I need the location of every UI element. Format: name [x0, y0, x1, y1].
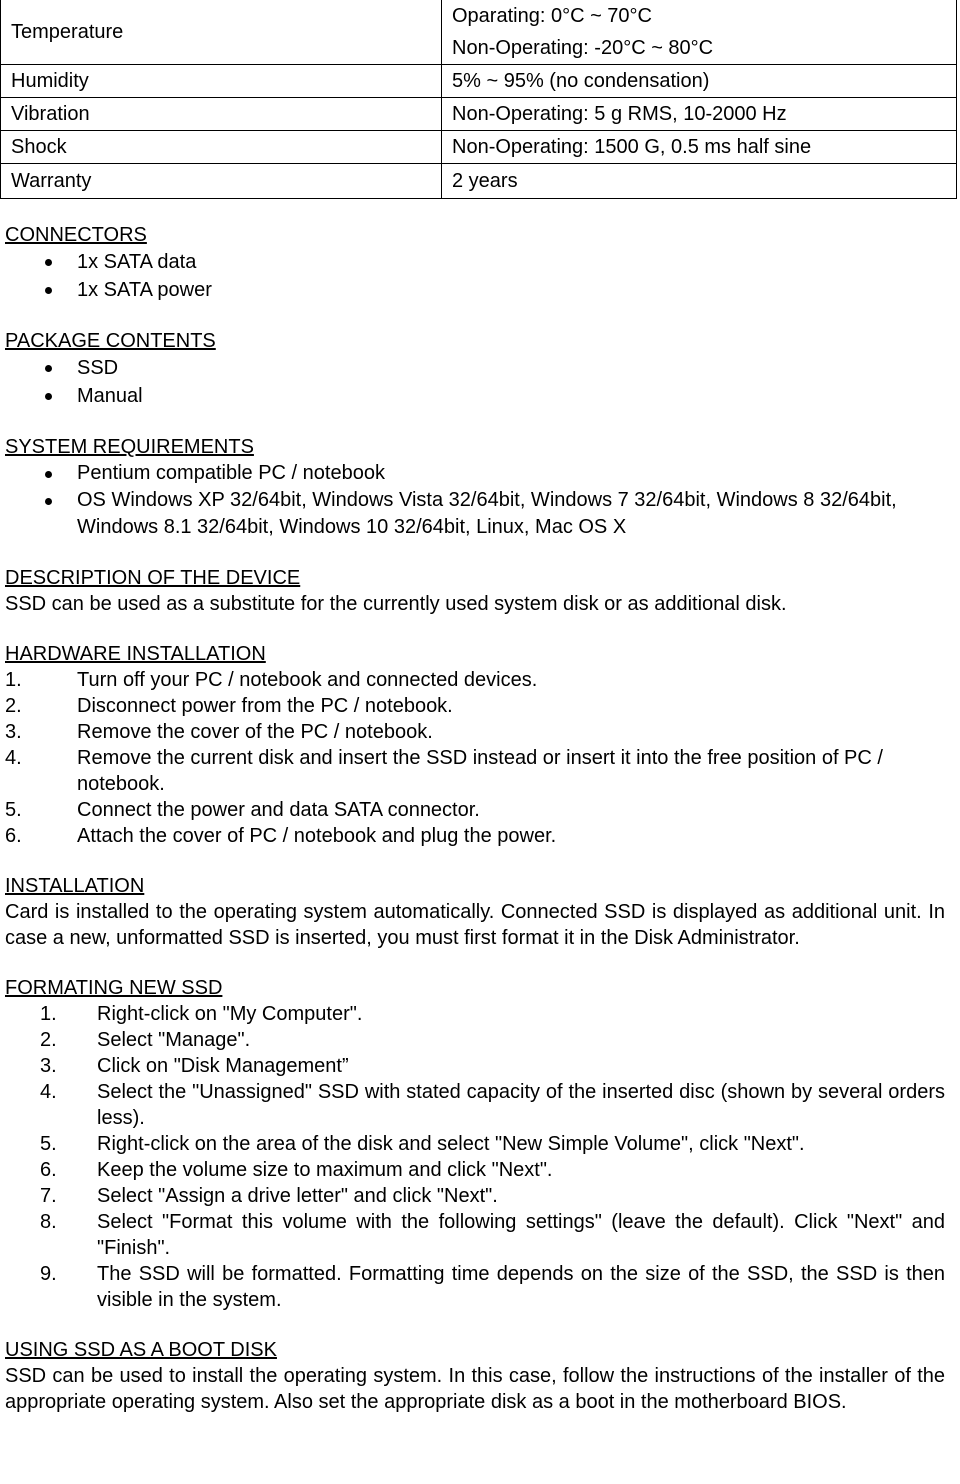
spec-label: Warranty — [1, 164, 442, 199]
list-item — [5, 719, 945, 745]
specifications-table — [0, 0, 957, 199]
step-number: 9. — [40, 1263, 57, 1285]
section-heading-boot: USING SSD AS A BOOT DISK — [5, 1339, 277, 1361]
list-item-text: Manual — [77, 385, 143, 407]
step-number: 7. — [40, 1185, 57, 1207]
spec-value: Non-Operating: 1500 G, 0.5 ms half sine — [442, 131, 957, 164]
list-item — [5, 1261, 945, 1313]
step-text: Disconnect power from the PC / notebook. — [77, 695, 453, 717]
step-number: 5. — [40, 1133, 57, 1155]
section-heading-description: DESCRIPTION OF THE DEVICE — [5, 567, 301, 589]
step-text: The SSD will be formatted. Formatting time depends on the size of the SSD, the SSD is then visible in the system. — [97, 1263, 945, 1311]
spec-row-warranty — [1, 164, 957, 199]
step-number: 3. — [40, 1055, 57, 1077]
step-number: 2. — [5, 695, 22, 717]
section-heading-sysreq: SYSTEM REQUIREMENTS — [5, 436, 254, 458]
list-item — [5, 1131, 945, 1157]
list-item — [5, 487, 945, 541]
list-item — [5, 693, 945, 719]
spec-value-line: Non-Operating: -20°C ~ 80°C — [452, 37, 714, 59]
list-item-text: 1x SATA data — [77, 251, 197, 273]
spec-value-line: Oparating: 0°C ~ 70°C — [452, 5, 652, 27]
step-number: 4. — [5, 747, 22, 769]
list-item — [5, 667, 945, 693]
list-item — [5, 1209, 945, 1261]
spec-row-vibration — [1, 98, 957, 131]
formatting-steps — [5, 1001, 945, 1313]
spec-row-humidity — [1, 65, 957, 98]
step-number: 6. — [40, 1159, 57, 1181]
step-text: Remove the current disk and insert the SSD instead or insert it into the free position of PC / notebook. — [77, 747, 883, 795]
spec-label: Humidity — [1, 65, 442, 98]
installation-text: Card is installed to the operating system automatically. Connected SSD is displayed as additional unit. In case a new, unformatted SSD is inserted, you must first format it in the Disk Administrator. — [5, 901, 945, 949]
spec-row-temperature — [1, 0, 957, 65]
spec-value: 2 years — [442, 164, 957, 199]
list-item-text: 1x SATA power — [77, 279, 212, 301]
spec-label: Temperature — [1, 0, 442, 65]
spec-value: Non-Operating: 5 g RMS, 10-2000 Hz — [442, 98, 957, 131]
bullet-icon — [45, 498, 52, 505]
section-heading-installation: INSTALLATION — [5, 875, 145, 897]
document-body — [5, 222, 945, 1415]
connectors-list — [5, 248, 945, 304]
list-item — [5, 797, 945, 823]
bullet-icon — [45, 287, 52, 294]
spec-value — [442, 0, 957, 65]
list-item — [5, 745, 945, 797]
bullet-icon — [45, 393, 52, 400]
step-number: 6. — [5, 825, 22, 847]
spec-row-shock — [1, 131, 957, 164]
section-heading-hardware: HARDWARE INSTALLATION — [5, 643, 266, 665]
list-item — [5, 823, 945, 849]
list-item — [5, 1079, 945, 1131]
section-heading-formatting: FORMATING NEW SSD — [5, 977, 223, 999]
list-item — [5, 382, 945, 410]
description-text: SSD can be used as a substitute for the currently used system disk or as additional disk. — [5, 593, 787, 615]
spec-label: Shock — [1, 131, 442, 164]
list-item — [5, 460, 945, 487]
step-text: Right-click on the area of the disk and select "New Simple Volume", click "Next". — [97, 1133, 805, 1155]
hardware-steps — [5, 667, 945, 849]
step-text: Attach the cover of PC / notebook and plug the power. — [77, 825, 557, 847]
step-number: 4. — [40, 1081, 57, 1103]
step-number: 8. — [40, 1211, 57, 1233]
step-text: Select "Manage". — [97, 1029, 251, 1051]
step-number: 1. — [40, 1003, 57, 1025]
step-number: 1. — [5, 669, 22, 691]
list-item — [5, 248, 945, 276]
section-heading-package: PACKAGE CONTENTS — [5, 330, 216, 352]
list-item — [5, 276, 945, 304]
list-item — [5, 1157, 945, 1183]
bullet-icon — [45, 471, 52, 478]
spec-value: 5% ~ 95% (no condensation) — [442, 65, 957, 98]
step-text: Select the "Unassigned" SSD with stated capacity of the inserted disc (shown by several orders less). — [97, 1081, 945, 1129]
list-item-text: SSD — [77, 357, 119, 379]
list-item — [5, 1183, 945, 1209]
package-list — [5, 354, 945, 410]
bullet-icon — [45, 365, 52, 372]
section-heading-connectors: CONNECTORS — [5, 224, 147, 246]
list-item-text: OS Windows XP 32/64bit, Windows Vista 32/64bit, Windows 7 32/64bit, Windows 8 32/64bit, Windows 8.1 32/64bit, Windows 10 32/64bit, Linux, Mac OS X — [77, 489, 897, 538]
sysreq-list — [5, 460, 945, 541]
list-item-text: Pentium compatible PC / notebook — [77, 462, 385, 484]
list-item — [5, 1027, 945, 1053]
step-text: Click on "Disk Management” — [97, 1055, 349, 1077]
bullet-icon — [45, 259, 52, 266]
step-text: Connect the power and data SATA connector. — [77, 799, 480, 821]
step-text: Select "Format this volume with the following settings" (leave the default). Click "Next" and "Finish". — [97, 1211, 945, 1259]
list-item — [5, 354, 945, 382]
step-number: 5. — [5, 799, 22, 821]
step-text: Right-click on "My Computer". — [97, 1003, 363, 1025]
step-text: Keep the volume size to maximum and click "Next". — [97, 1159, 553, 1181]
step-number: 3. — [5, 721, 22, 743]
step-number: 2. — [40, 1029, 57, 1051]
list-item — [5, 1001, 945, 1027]
boot-text: SSD can be used to install the operating system. In this case, follow the instructions of the installer of the appropriate operating system. Also set the appropriate disk as a boot in the motherboard BIOS. — [5, 1365, 945, 1413]
list-item — [5, 1053, 945, 1079]
step-text: Turn off your PC / notebook and connected devices. — [77, 669, 538, 691]
step-text: Remove the cover of the PC / notebook. — [77, 721, 433, 743]
step-text: Select "Assign a drive letter" and click "Next". — [97, 1185, 498, 1207]
spec-label: Vibration — [1, 98, 442, 131]
